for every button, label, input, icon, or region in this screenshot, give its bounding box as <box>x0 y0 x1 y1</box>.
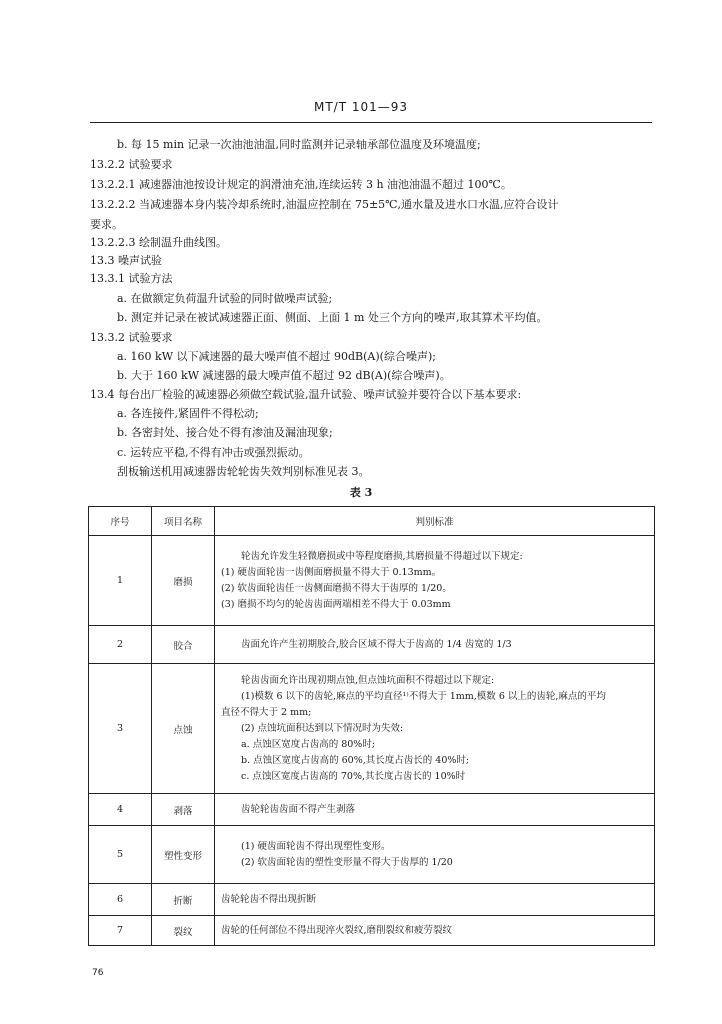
clause-13-2-2-heading: 13.2.2 试验要求 <box>90 158 173 171</box>
clause-13-3-2-b: b. 大于 160 kW 减速器的最大噪声值不超过 92 dB(A)(综合噪声)。 <box>117 369 451 382</box>
clause-13-2-2-3: 13.2.2.3 绘制温升曲线图。 <box>90 236 227 249</box>
clause-13-3-1-b: b. 测定并记录在被试减速器正面、侧面、上面 1 m 处三个方向的噪声,取其算术平均值。 <box>117 311 548 324</box>
row-criteria <box>215 664 655 794</box>
row-serial-no: 2 <box>89 626 152 664</box>
row-serial-no: 3 <box>89 664 152 794</box>
page-number: 76 <box>92 968 104 978</box>
criteria-line: (1) 硬齿面轮齿不得出现塑性变形。 <box>241 840 391 852</box>
criteria-line: 齿轮的任何部位不得出现淬火裂纹,磨削裂纹和疲劳裂纹 <box>221 924 453 936</box>
table-header-row <box>89 507 655 536</box>
clause-13-3-2-a: a. 160 kW 以下减速器的最大噪声值不超过 90dB(A)(综合噪声); <box>117 350 436 363</box>
table-row <box>89 626 655 664</box>
criteria-line: (2) 点蚀坑面积达到以下情况时为失效: <box>241 722 404 734</box>
row-criteria <box>215 826 655 884</box>
row-serial-no: 7 <box>89 916 152 946</box>
criteria-line: b. 点蚀区宽度占齿高的 60%,其长度占齿长的 40%时; <box>241 754 470 766</box>
criteria-line: c. 点蚀区宽度占齿高的 70%,其长度占齿长的 10%时 <box>241 770 466 782</box>
criteria-line: a. 点蚀区宽度占齿高的 80%时; <box>241 738 376 750</box>
table-caption: 表 3 <box>349 486 373 499</box>
clause-13-2-2-2-continued: 要求。 <box>90 218 123 231</box>
header-criteria: 判别标准 <box>215 507 655 536</box>
clause-13-3-heading: 13.3 噪声试验 <box>90 254 162 267</box>
row-item-name: 塑性变形 <box>152 826 215 884</box>
row-criteria <box>215 916 655 946</box>
row-serial-no: 5 <box>89 826 152 884</box>
criteria-line: 齿轮轮齿齿面不得产生剥落 <box>241 803 356 815</box>
clause-13-3-2-heading: 13.3.2 试验要求 <box>90 331 173 344</box>
criteria-line: (2) 软齿面轮齿的塑性变形量不得大于齿厚的 1/20 <box>241 856 453 868</box>
header-serial-no: 序号 <box>89 507 152 536</box>
criteria-line: (3) 磨损不均匀的轮齿齿面两端相差不得大于 0.03mm <box>221 598 451 610</box>
row-criteria <box>215 794 655 826</box>
standard-code: MT/T 101—93 <box>313 100 409 114</box>
header-rule <box>90 122 652 123</box>
table-row <box>89 916 655 946</box>
table-reference-sentence: 刮板输送机用减速器齿轮轮齿失效判别标准见表 3。 <box>117 465 370 478</box>
row-item-name: 折断 <box>152 884 215 916</box>
clause-13-3-1-a: a. 在做额定负荷温升试验的同时做噪声试验; <box>117 292 333 305</box>
criteria-line: 齿轮轮齿不得出现折断 <box>221 893 317 905</box>
table-row <box>89 536 655 626</box>
row-item-name: 点蚀 <box>152 664 215 794</box>
clause-13-4: 13.4 每台出厂检验的减速器必须做空载试验,温升试验、噪声试验并要符合以下基本要求: <box>90 388 522 401</box>
table-row <box>89 664 655 794</box>
clause-13-3-1-heading: 13.3.1 试验方法 <box>90 272 173 285</box>
row-criteria <box>215 536 655 626</box>
criteria-line: 直径不得大于 2 mm; <box>221 706 312 718</box>
clause-13-4-a: a. 各连接件,紧固件不得松动; <box>117 407 259 420</box>
row-item-name: 磨损 <box>152 536 215 626</box>
row-serial-no: 6 <box>89 884 152 916</box>
row-item-name: 胶合 <box>152 626 215 664</box>
criteria-line: 齿面允许产生初期胶合,胶合区域不得大于齿高的 1/4 齿宽的 1/3 <box>241 638 512 650</box>
clause-13-2-2-1: 13.2.2.1 减速器油池按设计规定的润滑油充油,连续运转 3 h 油池油温不超过 100℃。 <box>90 178 512 191</box>
row-criteria <box>215 626 655 664</box>
row-serial-no: 4 <box>89 794 152 826</box>
criteria-line: (1)模数 6 以下的齿轮,麻点的平均直径¹⁾不得大于 1mm,模数 6 以上的齿轮,麻点的平均 <box>241 690 606 702</box>
row-criteria <box>215 884 655 916</box>
table-row <box>89 826 655 884</box>
table-row <box>89 794 655 826</box>
clause-13-4-c: c. 运转应平稳,不得有冲击或强烈振动。 <box>117 446 310 459</box>
criteria-line: (2) 软齿面轮齿任一齿侧面磨损不得大于齿厚的 1/20。 <box>221 582 452 594</box>
criteria-line: 轮齿允许发生轻微磨损或中等程度磨损,其磨损量不得超过以下规定: <box>241 550 523 562</box>
clause-13-4-b: b. 各密封处、接合处不得有渗油及漏油现象; <box>117 426 333 439</box>
clause-13-2-1-b: b. 每 15 min 记录一次油池油温,同时监测并记录轴承部位温度及环境温度; <box>117 138 481 151</box>
header-item-name: 项目名称 <box>152 507 215 536</box>
row-serial-no: 1 <box>89 536 152 626</box>
criteria-line: 轮齿齿面允许出现初期点蚀,但点蚀坑面积不得超过以下规定: <box>241 674 495 686</box>
row-item-name: 剥落 <box>152 794 215 826</box>
table-row <box>89 884 655 916</box>
failure-criteria-table <box>88 506 655 946</box>
criteria-line: (1) 硬齿面轮齿一齿侧面磨损量不得大于 0.13mm。 <box>221 566 442 578</box>
clause-13-2-2-2: 13.2.2.2 当减速器本身内装冷却系统时,油温应控制在 75±5℃,通水量及进水口水温,应符合设计 <box>90 198 559 211</box>
row-item-name: 裂纹 <box>152 916 215 946</box>
